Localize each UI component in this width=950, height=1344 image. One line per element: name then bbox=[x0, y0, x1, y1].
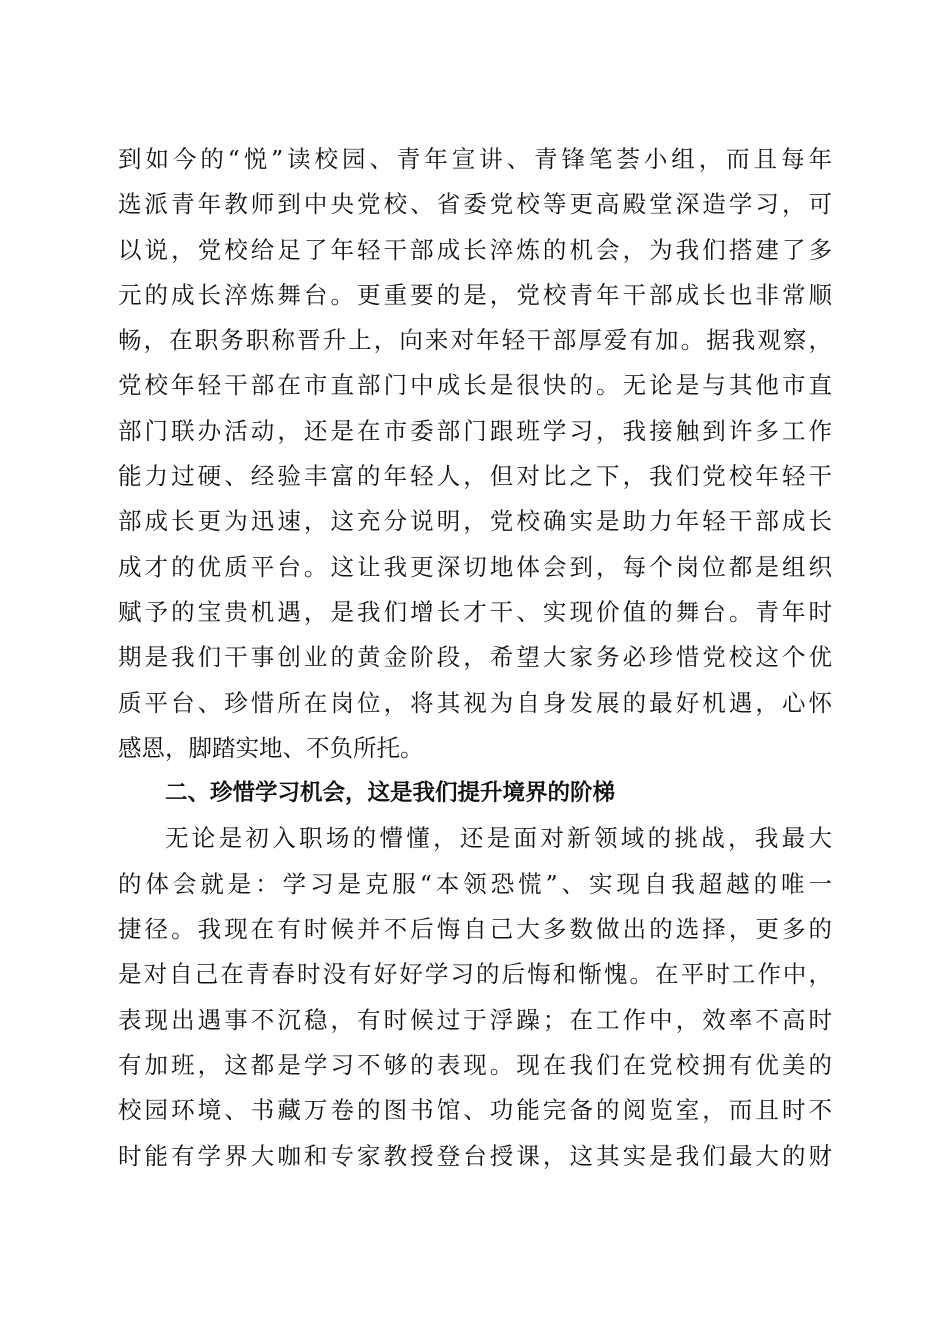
paragraph-end-line: 感恩，脚踏实地、不负所托。 bbox=[118, 733, 424, 762]
text-line: 选派青年教师到中央党校、省委党校等更高殿堂深造学习，可 bbox=[118, 190, 832, 219]
paragraph-first-line: 无论是初入职场的懵懂，还是面对新领域的挑战，我最大 bbox=[165, 824, 832, 853]
text-line: 质平台、珍惜所在岗位，将其视为自身发展的最好机遇，心怀 bbox=[118, 688, 832, 717]
text-line: 捷径。我现在有时候并不后悔自己大多数做出的选择，更多的 bbox=[118, 915, 832, 944]
text-line: 部门联办活动，还是在市委部门跟班学习，我接触到许多工作 bbox=[118, 416, 832, 445]
text-line: 畅，在职务职称晋升上，向来对年轻干部厚爱有加。据我观察， bbox=[118, 326, 832, 355]
text-line: 部成长更为迅速，这充分说明，党校确实是助力年轻干部成长 bbox=[118, 507, 832, 536]
text-line: 有加班，这都是学习不够的表现。现在我们在党校拥有优美的 bbox=[118, 1050, 832, 1079]
text-line: 赋予的宝贵机遇，是我们增长才干、实现价值的舞台。青年时 bbox=[118, 597, 832, 626]
text-line: 能力过硬、经验丰富的年轻人，但对比之下，我们党校年轻干 bbox=[118, 462, 832, 491]
text-line: 校园环境、书藏万卷的图书馆、功能完备的阅览室，而且时不 bbox=[118, 1096, 832, 1125]
text-line: 成才的优质平台。这让我更深切地体会到，每个岗位都是组织 bbox=[118, 552, 832, 581]
text-line: 党校年轻干部在市直部门中成长是很快的。无论是与其他市直 bbox=[118, 371, 832, 400]
text-line: 元的成长淬炼舞台。更重要的是，党校青年干部成长也非常顺 bbox=[118, 280, 832, 309]
section-heading: 二、珍惜学习机会，这是我们提升境界的阶梯 bbox=[165, 780, 616, 807]
text-line: 以说，党校给足了年轻干部成长淬炼的机会，为我们搭建了多 bbox=[118, 235, 832, 264]
text-line: 时能有学界大咖和专家教授登台授课，这其实是我们最大的财 bbox=[118, 1141, 832, 1170]
text-line: 期是我们干事创业的黄金阶段，希望大家务必珍惜党校这个优 bbox=[118, 643, 832, 672]
text-line: 的体会就是：学习是克服“本领恐慌”、实现自我超越的唯一 bbox=[118, 869, 832, 898]
text-line: 表现出遇事不沉稳，有时候过于浮躁；在工作中，效率不高时 bbox=[118, 1005, 832, 1034]
text-line: 到如今的“悦”读校园、青年宣讲、青锋笔荟小组，而且每年 bbox=[118, 145, 832, 173]
text-line: 是对自己在青春时没有好好学习的后悔和惭愧。在平时工作中， bbox=[118, 960, 832, 989]
body-text bbox=[118, 137, 832, 1179]
